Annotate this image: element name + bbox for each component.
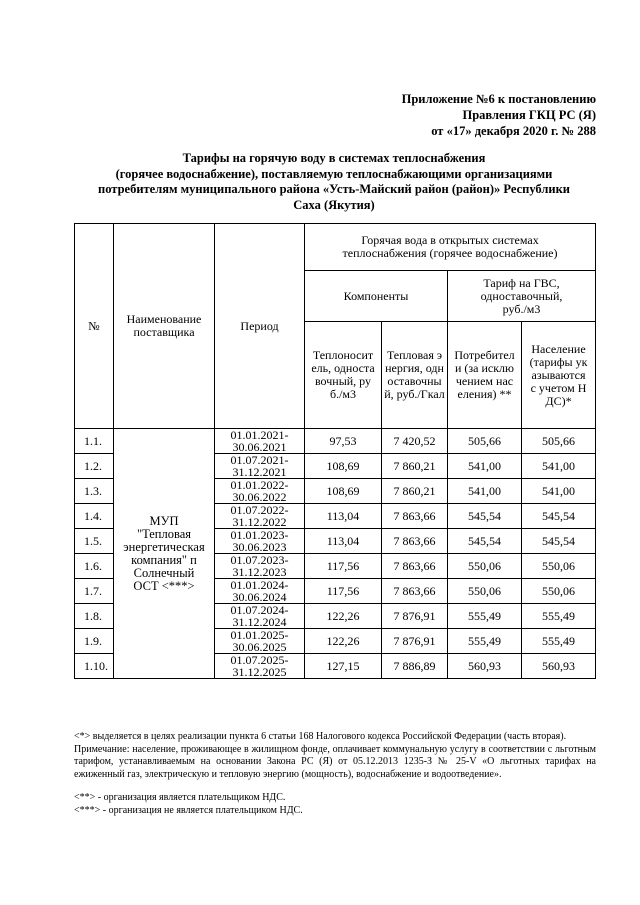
row-consumers: 555,49: [448, 629, 522, 654]
row-energy: 7 860,21: [382, 454, 448, 479]
header-no: №: [75, 224, 114, 429]
row-number: 1.10.: [75, 654, 114, 679]
row-carrier: 108,69: [305, 479, 382, 504]
row-population: 555,49: [522, 604, 596, 629]
row-period: 01.07.2025-31.12.2025: [215, 654, 305, 679]
row-carrier: 122,26: [305, 604, 382, 629]
row-energy: 7 863,66: [382, 554, 448, 579]
footnote-not-vat-payer: <***> - организация не является плательщиком НДС.: [74, 804, 303, 816]
row-number: 1.6.: [75, 554, 114, 579]
row-consumers: 541,00: [448, 454, 522, 479]
supplier-name: МУП "Тепловая энергетическая компания" п Солнечный ОСТ <***>: [114, 429, 215, 679]
title-line-4: Саха (Якутия): [293, 197, 375, 212]
row-number: 1.9.: [75, 629, 114, 654]
footnote-population: Примечание: население, проживающее в жилищном фонде, оплачивает коммунальную услугу в соответствии с льготным тарифом, устанавливаемым на основании Закона РС (Я) от 05.12.2013 1235-З № 25-V «О льготных тарифах на ежиженный газ, электрическую и тепловую энергию (мощность), водоснабжение и водоотведение».: [74, 743, 596, 780]
row-carrier: 113,04: [305, 529, 382, 554]
row-energy: 7 863,66: [382, 504, 448, 529]
row-consumers: 541,00: [448, 479, 522, 504]
row-carrier: 97,53: [305, 429, 382, 454]
footnote-vat-allocated: <*> выделяется в целях реализации пункта 6 статьи 168 Налогового кодекса Российской Федерации (часть вторая).: [74, 731, 567, 742]
row-carrier: 108,69: [305, 454, 382, 479]
footnotes: [74, 731, 596, 817]
row-carrier: 113,04: [305, 504, 382, 529]
row-population: 550,06: [522, 554, 596, 579]
row-energy: 7 860,21: [382, 479, 448, 504]
row-period: 01.07.2022-31.12.2022: [215, 504, 305, 529]
row-carrier: 127,15: [305, 654, 382, 679]
row-consumers: 545,54: [448, 504, 522, 529]
row-consumers: 550,06: [448, 554, 522, 579]
row-consumers: 505,66: [448, 429, 522, 454]
header-supplier: Наименование поставщика: [114, 224, 215, 429]
row-period: 01.01.2023-30.06.2023: [215, 529, 305, 554]
row-number: 1.7.: [75, 579, 114, 604]
row-period: 01.01.2024-30.06.2024: [215, 579, 305, 604]
header-hot-water-group: Горячая вода в открытых системах теплоснабжения (горячее водоснабжение): [305, 224, 596, 271]
row-carrier: 117,56: [305, 554, 382, 579]
row-population: 541,00: [522, 479, 596, 504]
row-period: 01.01.2025-30.06.2025: [215, 629, 305, 654]
header-consumers: Потребители (за исключением населения) **: [448, 322, 522, 429]
header-tariff: Тариф на ГВС, одноставочный, руб./м3: [448, 271, 596, 322]
row-consumers: 545,54: [448, 529, 522, 554]
document-header: [402, 91, 596, 139]
row-number: 1.4.: [75, 504, 114, 529]
row-period: 01.01.2022-30.06.2022: [215, 479, 305, 504]
header-period: Период: [215, 224, 305, 429]
row-population: 560,93: [522, 654, 596, 679]
row-population: 545,54: [522, 529, 596, 554]
row-energy: 7 876,91: [382, 604, 448, 629]
footnote-vat-payer: <**> - организация является плательщиком НДС.: [74, 792, 286, 803]
row-carrier: 117,56: [305, 579, 382, 604]
tariff-table: [74, 223, 596, 679]
row-number: 1.1.: [75, 429, 114, 454]
row-population: 541,00: [522, 454, 596, 479]
header-line-1: Приложение №6 к постановлению: [401, 92, 596, 106]
header-population: Население (тарифы указываются с учетом НДС)*: [522, 322, 596, 429]
title-line-1: Тарифы на горячую воду в системах теплоснабжения: [182, 151, 486, 165]
row-population: 505,66: [522, 429, 596, 454]
row-number: 1.3.: [75, 479, 114, 504]
header-energy: Тепловая энергия, одноставочный, руб./Гкал: [382, 322, 448, 429]
row-energy: 7 420,52: [382, 429, 448, 454]
row-period: 01.07.2024-31.12.2024: [215, 604, 305, 629]
header-line-2: Правления ГКЦ РС (Я): [462, 108, 596, 122]
row-population: 545,54: [522, 504, 596, 529]
header-components: Компоненты: [305, 271, 448, 322]
header-line-3: от «17» декабря 2020 г. № 288: [431, 124, 596, 138]
row-energy: 7 863,66: [382, 529, 448, 554]
row-energy: 7 876,91: [382, 629, 448, 654]
table-row: [75, 429, 596, 454]
document-title: [74, 151, 594, 213]
row-number: 1.8.: [75, 604, 114, 629]
row-number: 1.2.: [75, 454, 114, 479]
row-population: 550,06: [522, 579, 596, 604]
row-number: 1.5.: [75, 529, 114, 554]
row-carrier: 122,26: [305, 629, 382, 654]
title-line-3: потребителям муниципального района «Усть-Майский район (район)» Республики: [98, 182, 570, 196]
row-period: 01.07.2023-31.12.2023: [215, 554, 305, 579]
row-population: 555,49: [522, 629, 596, 654]
row-period: 01.07.2021-31.12.2021: [215, 454, 305, 479]
title-line-2: (горячее водоснабжение), поставляемую теплоснабжающими организациями: [115, 166, 553, 181]
row-period: 01.01.2021-30.06.2021: [215, 429, 305, 454]
row-consumers: 555,49: [448, 604, 522, 629]
row-energy: 7 863,66: [382, 579, 448, 604]
row-consumers: 550,06: [448, 579, 522, 604]
row-consumers: 560,93: [448, 654, 522, 679]
header-carrier: Теплоноситель, одноставочный, руб./м3: [305, 322, 382, 429]
row-energy: 7 886,89: [382, 654, 448, 679]
